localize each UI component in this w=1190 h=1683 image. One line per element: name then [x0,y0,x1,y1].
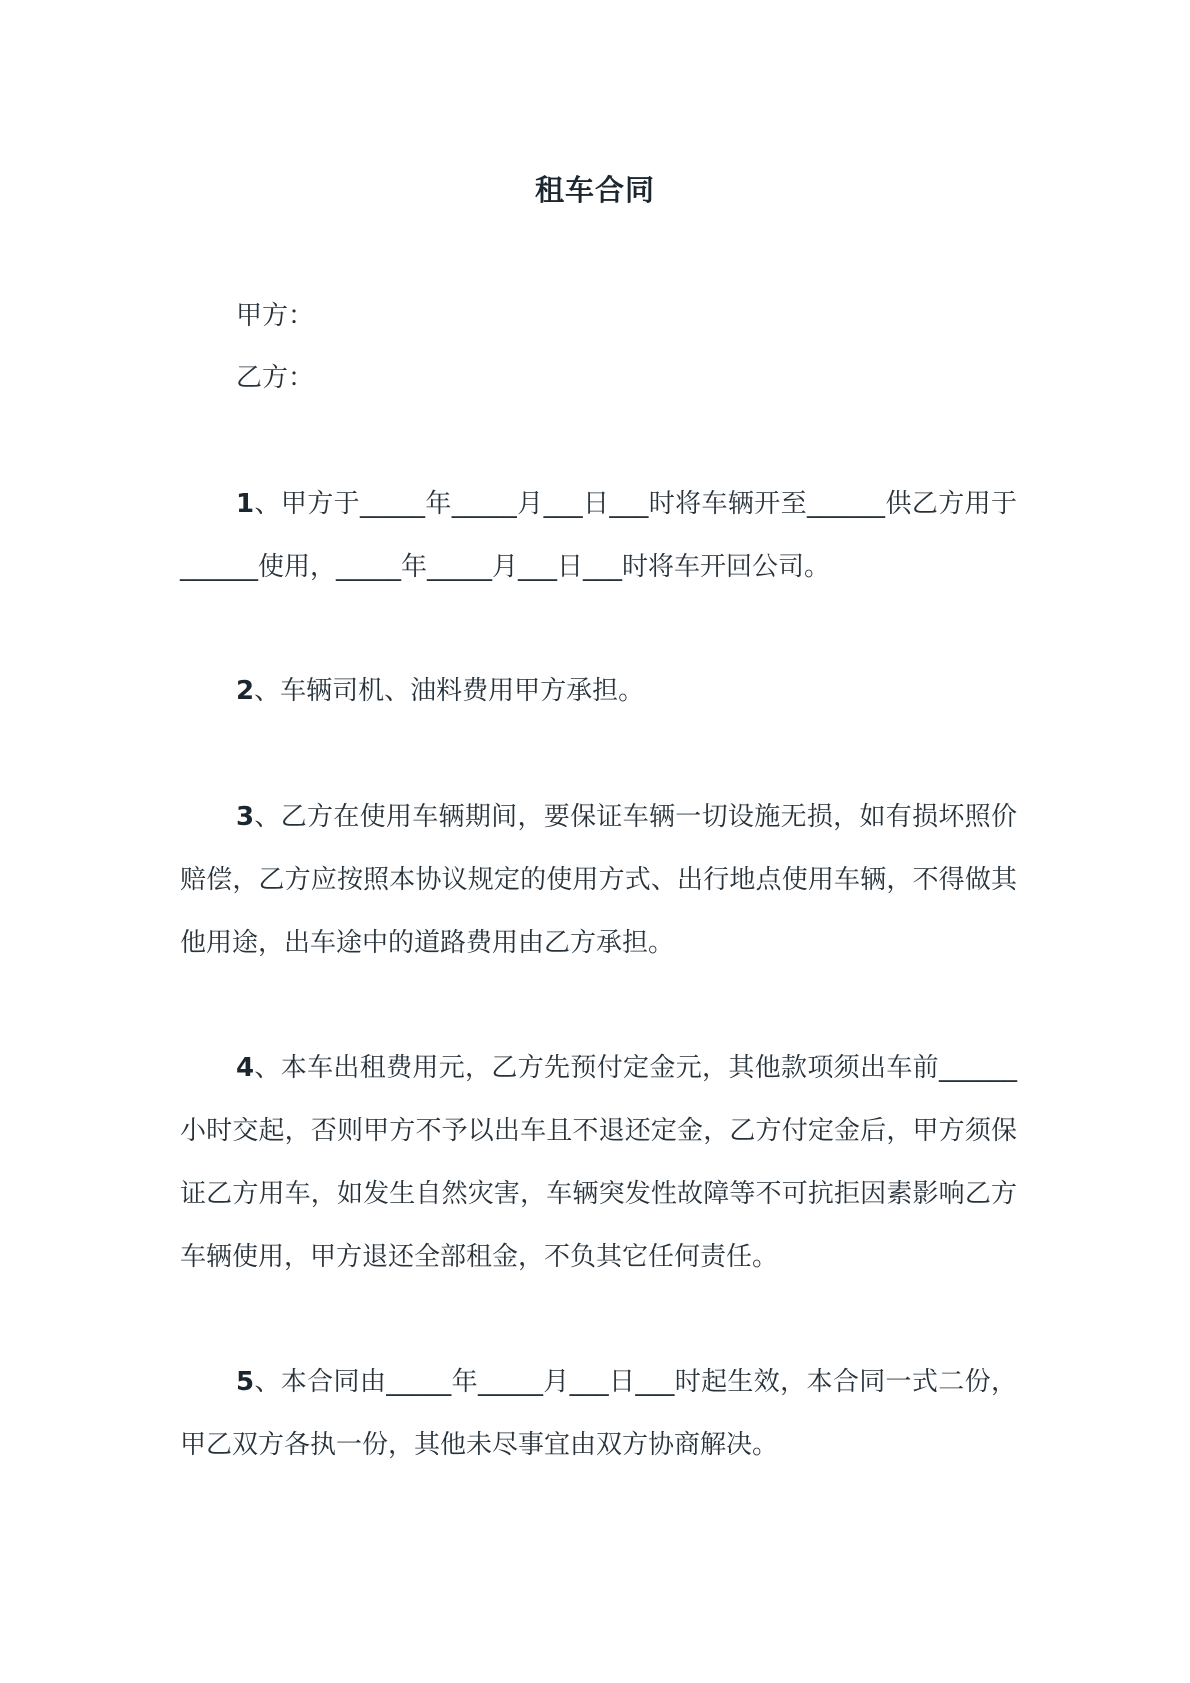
clause-number: 4 [236,1053,255,1083]
clause-text: 、本合同由_____年_____月___日___时起生效，本合同一式二份，甲乙双方各执一份，其他未尽事宜由双方协商解决。 [180,1367,1017,1460]
clause-number: 2 [236,676,255,706]
clause-number: 1 [236,489,255,519]
clause-5 [180,1351,1017,1477]
document-title: 租车合同 [534,173,655,207]
clause-number: 3 [236,802,255,832]
clause-1 [180,473,1017,599]
party-b-label: 乙方： [236,363,315,393]
clause-text: 、车辆司机、油料费用甲方承担。 [254,676,645,706]
clause-text: 、甲方于_____年_____月___日___时将车辆开至______供乙方用于______使用，_____年_____月___日___时将车开回公司。 [180,489,1017,582]
clause-2 [180,660,1017,723]
clause-text: 、本车出租费用元，乙方先预付定金元，其他款项须出车前______小时交起，否则甲方不予以出车且不退还定金，乙方付定金后，甲方须保证乙方用车，如发生自然灾害，车辆突发性故障等不可抗拒因素影响乙方车辆使用，甲方退还全部租金，不负其它任何责任。 [180,1053,1017,1272]
clause-text: 、乙方在使用车辆期间，要保证车辆一切设施无损，如有损坏照价赔偿，乙方应按照本协议规定的使用方式、出行地点使用车辆，不得做其他用途，出车途中的道路费用由乙方承担。 [180,802,1017,958]
clause-number: 5 [236,1367,255,1397]
clause-3 [180,786,1017,975]
party-a-label: 甲方： [236,301,315,331]
clause-4 [180,1037,1017,1289]
